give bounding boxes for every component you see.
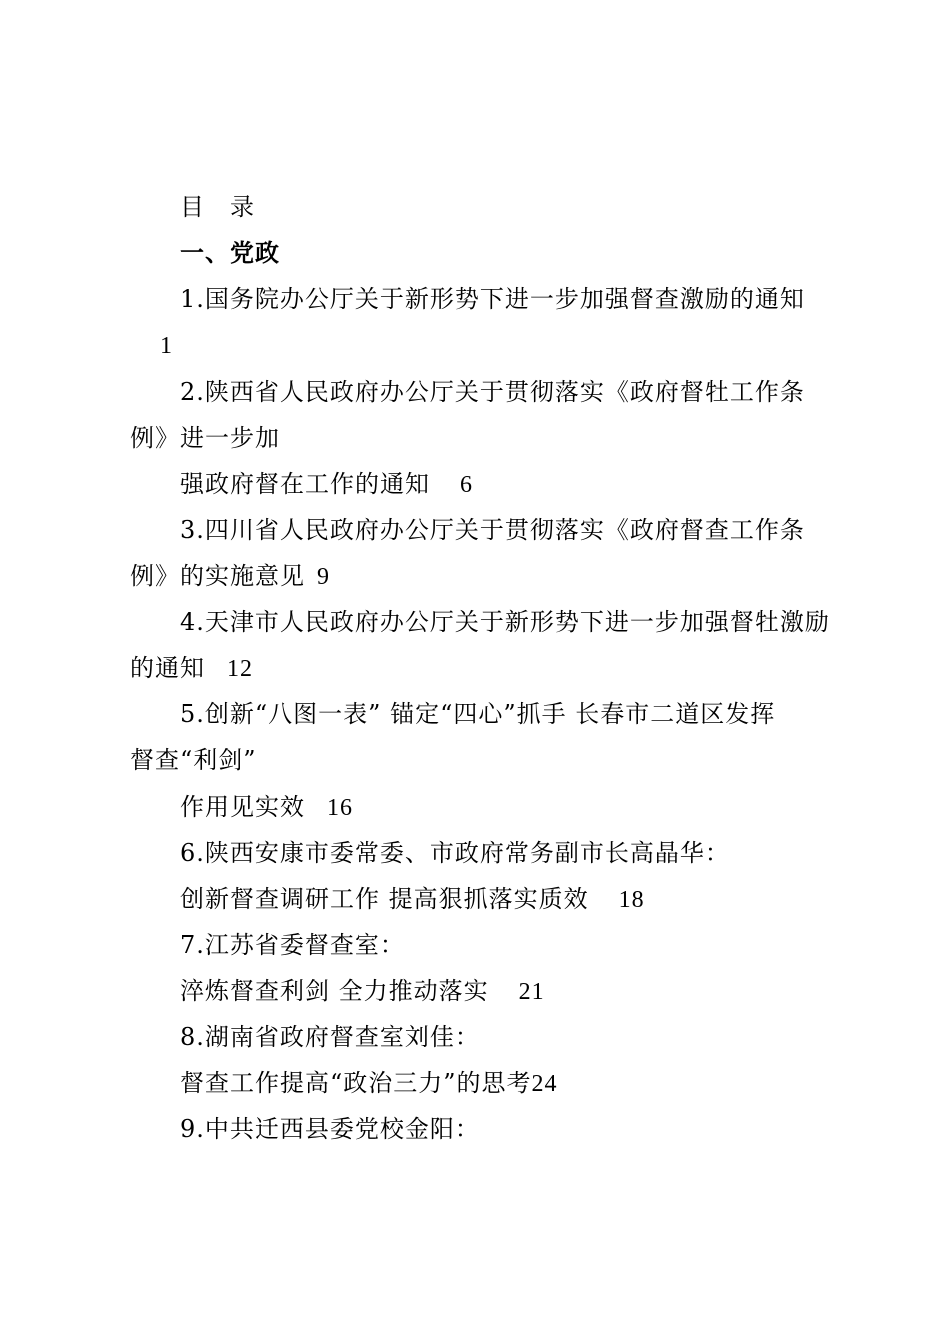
toc-entry-2-page: 6 <box>460 472 473 498</box>
toc-entry-3-line-1: 3.四川省人民政府办公厅关于贯彻落实《政府督查工作条 <box>180 516 805 544</box>
section-heading: 一、党政 <box>180 238 280 267</box>
toc-entry-3-page: 9 <box>317 564 330 590</box>
toc-entry-7-line-1: 7.江苏省委督查室： <box>180 931 405 959</box>
toc-entry-5-text: 作用见实效 <box>180 793 305 821</box>
toc-entry-7-line-2 <box>180 976 545 1007</box>
toc-entry-1-line-1: 1.国务院办公厅关于新形势下进一步加强督查激励的通知 <box>180 285 805 313</box>
toc-entry-2-text: 强政府督在工作的通知 <box>180 470 430 498</box>
toc-entry-3-line-2 <box>130 561 330 592</box>
toc-entry-6-line-1: 6.陕西安康市委常委、市政府常务副市长高晶华： <box>180 839 730 867</box>
toc-title: 目 录 <box>180 193 255 221</box>
toc-entry-5-line-3 <box>180 792 353 823</box>
toc-entry-5-line-1: 5.创新“八图一表” 锚定“四心”抓手 长春市二道区发挥 <box>180 700 776 728</box>
toc-entry-6-line-2 <box>180 884 645 915</box>
toc-entry-6-text: 创新督查调研工作 提高狠抓落实质效 <box>180 885 589 913</box>
toc-entry-3-text: 例》的实施意见 <box>130 562 305 590</box>
toc-entry-7-page: 21 <box>518 979 545 1005</box>
toc-entry-4-page: 12 <box>227 656 253 682</box>
toc-entry-8-text: 督查工作提高“政治三力”的思考 <box>180 1069 532 1097</box>
toc-entry-5-line-2: 督查“利剑” <box>130 746 257 774</box>
toc-entry-6-page: 18 <box>618 887 645 913</box>
toc-entry-2-line-2: 例》进一步加 <box>130 424 280 452</box>
toc-entry-8-line-1: 8.湖南省政府督查室刘佳： <box>180 1023 480 1051</box>
toc-entry-2-line-3 <box>180 469 473 500</box>
toc-entry-9-line-1: 9.中共迁西县委党校金阳： <box>180 1115 480 1143</box>
toc-entry-2-line-1: 2.陕西省人民政府办公厅关于贯彻落实《政府督牡工作条 <box>180 378 805 406</box>
toc-entry-4-text: 的通知 <box>130 654 205 682</box>
toc-entry-4-line-2 <box>130 653 253 684</box>
toc-entry-8-line-2 <box>180 1068 558 1099</box>
toc-entry-1-page: 1 <box>160 333 173 359</box>
toc-entry-5-page: 16 <box>327 795 353 821</box>
toc-entry-8-page: 24 <box>531 1071 558 1097</box>
toc-entry-4-line-1: 4.天津市人民政府办公厅关于新形势下进一步加强督牡激励 <box>180 608 830 636</box>
toc-entry-7-text: 淬炼督查利剑 全力推动落实 <box>180 977 489 1005</box>
